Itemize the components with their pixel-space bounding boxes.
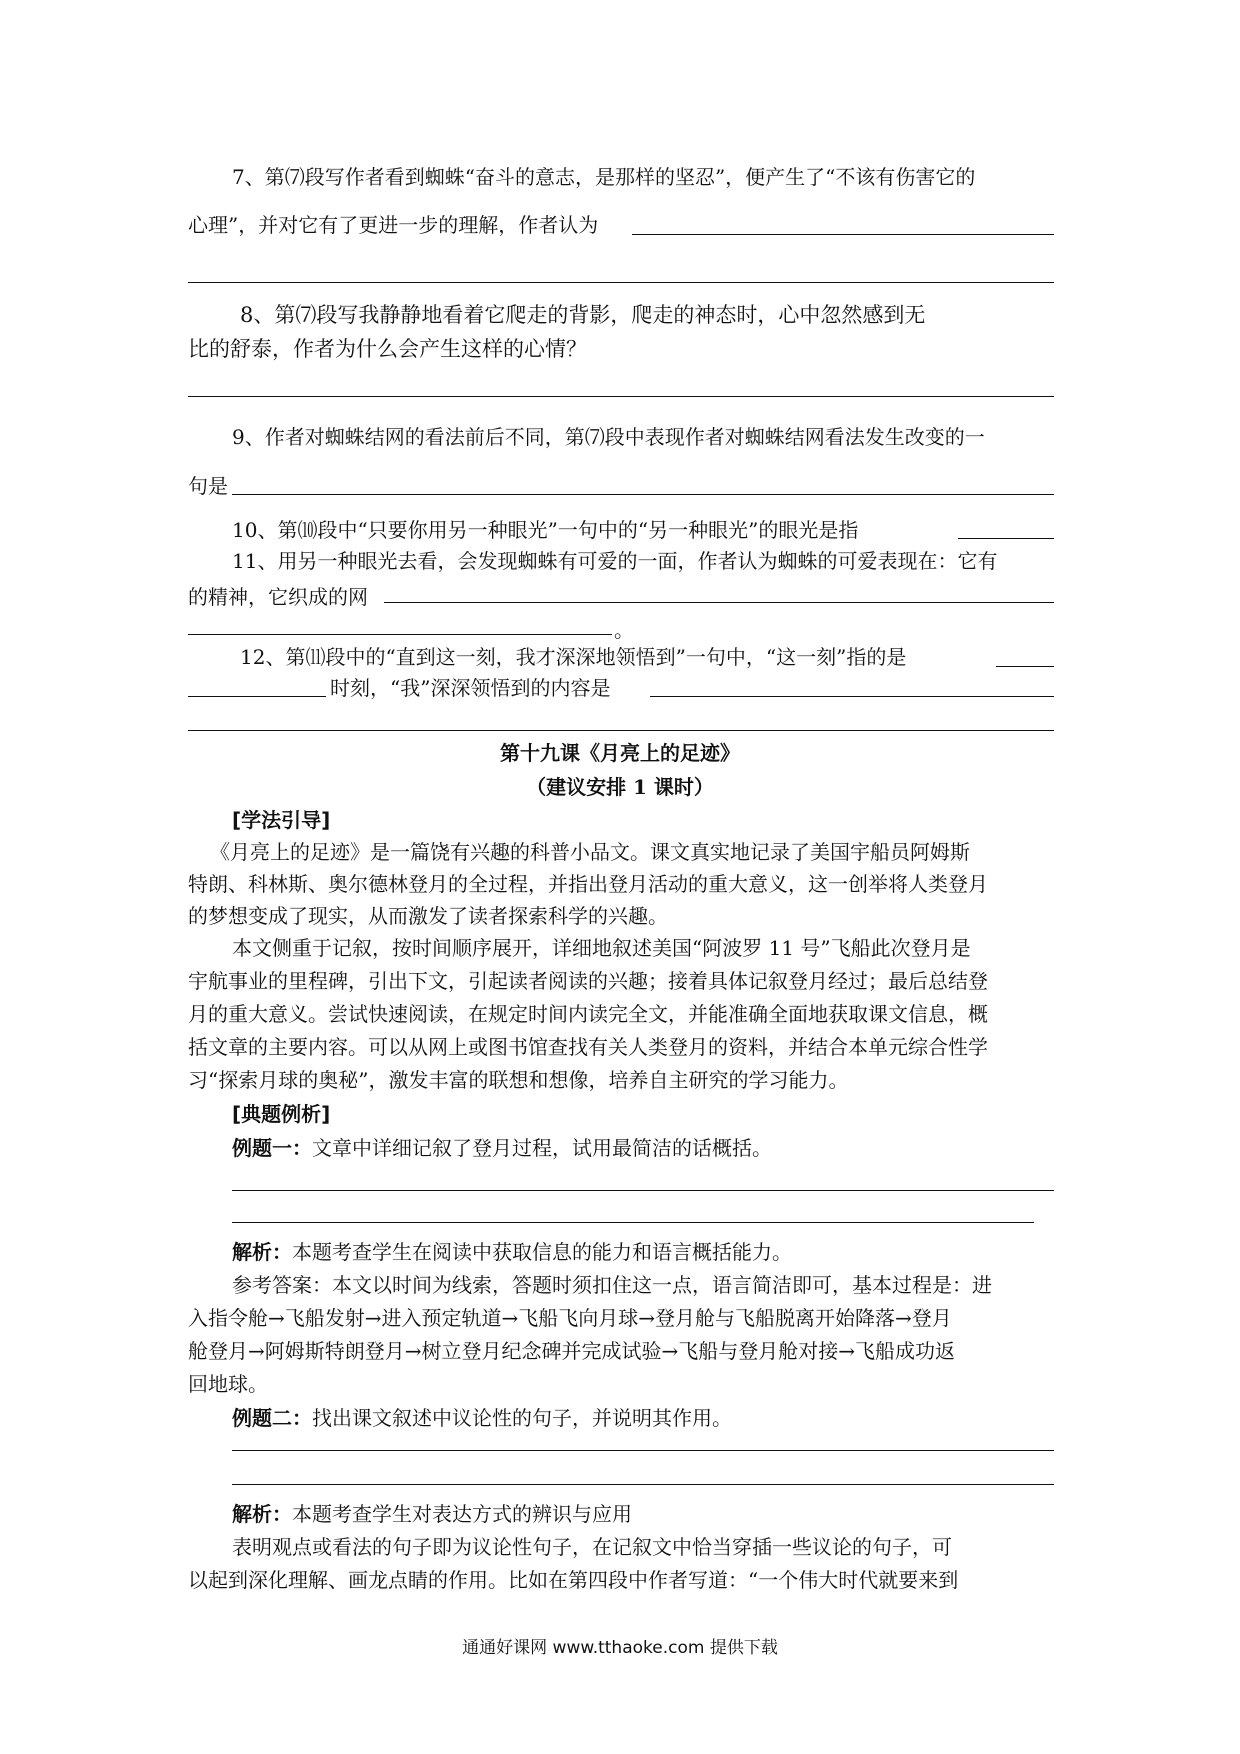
q10-line1: 10、第⑽段中“只要你用另一种眼光”一句中的“另一种眼光”的眼光是指 [232,518,859,542]
q11-answer-blank-1 [384,602,1054,603]
lesson-subtitle: （建议安排 1 课时） [526,775,714,799]
example1-answer-blank-1 [232,1190,1054,1191]
q12-answer-blank-4 [188,730,1054,731]
example1-answer-line3: 舱登月→阿姆斯特朗登月→树立登月纪念碑并完成试验→飞船与登月舱对接→飞船成功返 [188,1339,956,1363]
q7-answer-blank-1 [632,234,1054,235]
example1-label: 例题一： [232,1136,312,1160]
guide-p1-line3: 的梦想变成了现实，从而激发了读者探索科学的兴趣。 [188,904,668,928]
q8-line2: 比的舒泰，作者为什么会产生这样的心情？ [188,337,587,361]
example1-analysis-text: 本题考查学生在阅读中获取信息的能力和语言概括能力。 [292,1240,792,1264]
examples-heading: [典题例析] [232,1102,331,1126]
guide-heading: [学法引导] [232,808,331,832]
q9-line2: 句是 [188,474,228,498]
example1-analysis [232,1238,792,1266]
example2-analysis-label: 解析： [232,1502,292,1526]
example1-answer-line4: 回地球。 [188,1372,268,1396]
q7-line1: 7、第⑺段写作者看到蜘蛛“奋斗的意志，是那样的坚忍”，便产生了“不该有伤害它的 [232,165,976,189]
q9-answer-blank [232,494,1054,495]
q7-answer-blank-2 [188,282,1054,283]
q7-line2: 心理”，并对它有了更进一步的理解，作者认为 [188,213,599,237]
q10-answer-blank [958,538,1054,539]
q8-line1: 8、第⑺段写我静静地看着它爬走的背影，爬走的神态时，心中忽然感到无 [240,303,926,327]
q9-line1: 9、作者对蜘蛛结网的看法前后不同，第⑺段中表现作者对蜘蛛结网看法发生改变的一 [232,425,985,449]
example2-analysis-text: 本题考查学生对表达方式的辨识与应用 [292,1502,632,1526]
q12-line2: 时刻，“我”深深领悟到的内容是 [330,676,611,700]
q8-answer-blank [188,396,1054,397]
example2-answer-blank-2 [232,1484,1054,1485]
example1-text: 文章中详细记叙了登月过程，试用最简洁的话概括。 [312,1136,772,1160]
q11-end-mark: 。 [614,618,634,642]
example1-analysis-label: 解析： [232,1240,292,1264]
q11-answer-blank-2 [188,634,612,635]
example2-answer-line1: 表明观点或看法的句子即为议论性句子，在记叙文中恰当穿插一些议论的句子，可 [232,1535,952,1559]
lesson-title: 第十九课《月亮上的足迹》 [500,741,740,765]
example1 [232,1134,772,1162]
guide-p1-line2: 特朗、科林斯、奥尔德林登月的全过程，并指出登月活动的重大意义，这一创举将人类登月 [188,872,988,896]
example2 [232,1404,732,1432]
guide-p2-line5: 习“探索月球的奥秘”，激发丰富的联想和想像，培养自主研究的学习能力。 [188,1068,849,1092]
example2-text: 找出课文叙述中议论性的句子，并说明其作用。 [312,1406,732,1430]
example2-answer-blank-1 [232,1450,1054,1451]
guide-p2-line2: 宇航事业的里程碑，引出下文，引起读者阅读的兴趣；接着具体记叙登月经过；最后总结登 [188,969,988,993]
example1-answer-line1: 参考答案：本文以时间为线索，答题时须扣住这一点，语言简洁即可，基本过程是：进 [232,1273,992,1297]
guide-p1-line1: 《月亮上的足迹》是一篇饶有兴趣的科普小品文。课文真实地记录了美国宇船员阿姆斯 [210,840,970,864]
q12-answer-blank-2 [188,696,326,697]
example2-label: 例题二： [232,1406,312,1430]
q11-line1: 11、用另一种眼光去看，会发现蜘蛛有可爱的一面，作者认为蜘蛛的可爱表现在：它有 [232,549,998,573]
example2-analysis [232,1500,632,1528]
guide-p2-line1: 本文侧重于记叙，按时间顺序展开，详细地叙述美国“阿波罗 11 号”飞船此次登月是 [232,936,971,960]
page-footer: 通通好课网 www.tthaoke.com 提供下载 [462,1638,778,1658]
guide-p2-line3: 月的重大意义。尝试快速阅读，在规定时间内读完全文，并能准确全面地获取课文信息，概 [188,1002,988,1026]
q12-line1: 12、第⑾段中的“直到这一刻，我才深深地领悟到”一句中，“这一刻”指的是 [240,645,907,669]
q12-answer-blank-1 [996,666,1054,667]
q11-line2: 的精神，它织成的网 [188,585,368,609]
q12-answer-blank-3 [650,696,1054,697]
guide-p2-line4: 括文章的主要内容。可以从网上或图书馆查找有关人类登月的资料，并结合本单元综合性学 [188,1035,988,1059]
example1-answer-line2: 入指令舱→飞船发射→进入预定轨道→飞船飞向月球→登月舱与飞船脱离开始降落→登月 [188,1306,952,1330]
example1-answer-blank-2 [232,1222,1034,1223]
example2-answer-line2: 以起到深化理解、画龙点睛的作用。比如在第四段中作者写道：“一个伟大时代就要来到 [188,1568,959,1592]
